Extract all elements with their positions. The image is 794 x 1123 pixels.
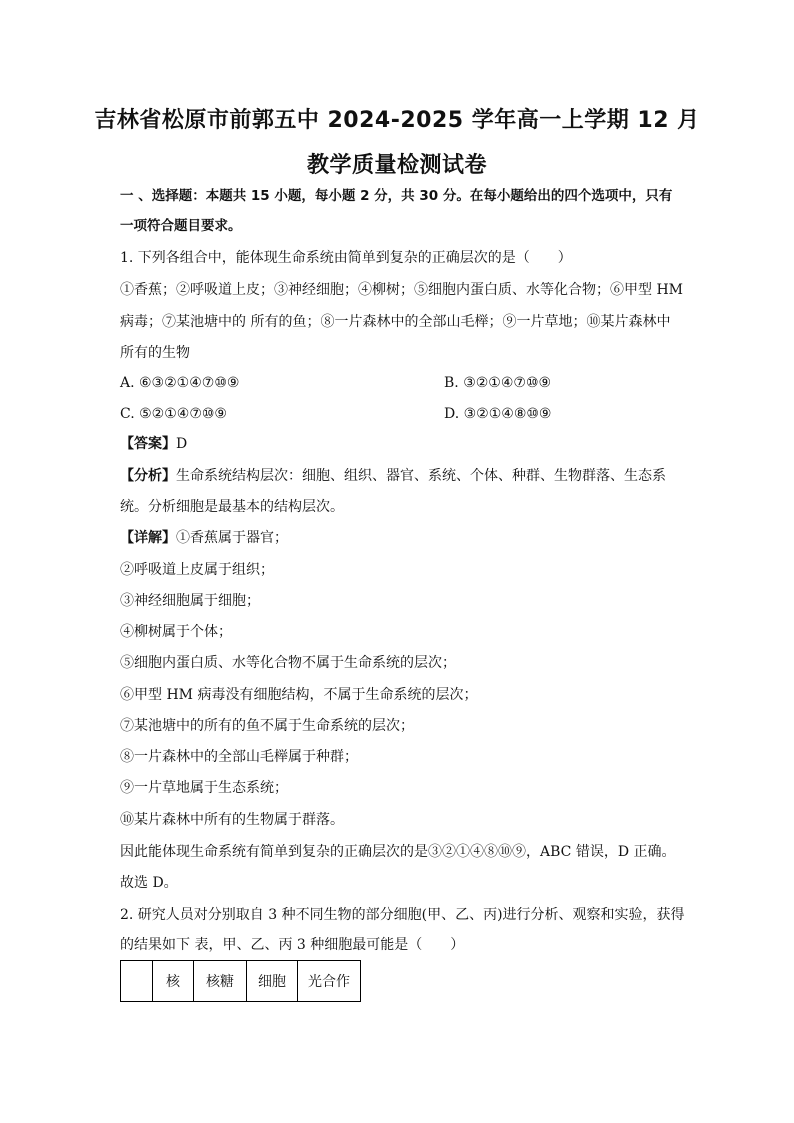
q1-stem: 1. 下列各组合中，能体现生命系统由简单到复杂的正确层次的是（ ） xyxy=(120,250,572,266)
detail-item: ③神经细胞属于细胞； xyxy=(120,593,260,609)
q2-stem-line-1: 2. 研究人员对分别取自 3 种不同生物的部分细胞(甲、乙、丙)进行分析、观察和实验，获得 xyxy=(120,907,685,923)
detail-item: ⑨一片草地属于生态系统； xyxy=(120,780,288,796)
detail-item: ④柳树属于个体； xyxy=(120,624,232,640)
q1-detail-first xyxy=(120,528,288,548)
detail-label: 【详解】 xyxy=(120,530,176,546)
q2-stem-line-2: 的结果如下 表，甲、乙、丙 3 种细胞最可能是（ ） xyxy=(120,937,465,953)
detail-item: ⑦某池塘中的所有的鱼不属于生命系统的层次； xyxy=(120,718,414,734)
detail-item: ⑧一片森林中的全部山毛榉属于种群； xyxy=(120,749,358,765)
detail-text: ①香蕉属于器官； xyxy=(176,530,288,546)
q1-items-line-2: 病毒；⑦某池塘中的 所有的鱼；⑧一片森林中的全部山毛榉；⑨一片草地；⑩某片森林中 xyxy=(120,314,671,330)
table-header-cell xyxy=(121,961,153,1002)
detail-conclusion: 因此能体现生命系统有简单到复杂的正确层次的是③②①④⑧⑩⑨，ABC 错误，D 正确。 xyxy=(120,844,676,860)
table-header-cell: 核 xyxy=(153,961,194,1002)
analysis-text: 生命系统结构层次：细胞、组织、器官、系统、个体、种群、生物群落、生态系 xyxy=(176,468,666,484)
section-heading-line-2: 一项符合题目要求。 xyxy=(120,218,242,234)
q1-items-line-1: ①香蕉；②呼吸道上皮；③神经细胞；④柳树；⑤细胞内蛋白质、水等化合物；⑥甲型 HM xyxy=(120,282,683,298)
section-heading-line-1: 一 、选择题：本题共 15 小题，每小题 2 分，共 30 分。在每小题给出的四个选项中，只有 xyxy=(120,188,673,204)
q1-items-line-3: 所有的生物 xyxy=(120,345,190,361)
q1-option-d: D. ③②①④⑧⑩⑨ xyxy=(444,406,552,422)
detail-item: ⑤细胞内蛋白质、水等化合物不属于生命系统的层次； xyxy=(120,655,456,671)
title-line-1: 吉林省松原市前郭五中 2024-2025 学年高一上学期 12 月 xyxy=(94,108,700,133)
title-line-2: 教学质量检测试卷 xyxy=(306,153,487,178)
detail-item: ⑥甲型 HM 病毒没有细胞结构，不属于生命系统的层次； xyxy=(120,687,478,703)
analysis-label: 【分析】 xyxy=(120,468,176,484)
q1-answer xyxy=(120,434,187,454)
q1-option-c: C. ⑤②①④⑦⑩⑨ xyxy=(120,406,227,422)
detail-choice: 故选 D。 xyxy=(120,875,178,891)
table-header-cell: 细胞 xyxy=(247,961,298,1002)
q2-table xyxy=(120,960,361,1002)
q1-analysis-line-2: 统。分析细胞是最基本的结构层次。 xyxy=(120,499,344,515)
detail-item: ②呼吸道上皮属于组织； xyxy=(120,562,274,578)
answer-value: D xyxy=(176,436,188,452)
table-header-cell: 光合作 xyxy=(298,961,361,1002)
q1-option-a: A. ⑥③②①④⑦⑩⑨ xyxy=(120,375,240,391)
table-header-row xyxy=(121,961,361,1002)
q1-option-b: B. ③②①④⑦⑩⑨ xyxy=(444,375,552,391)
detail-item: ⑩某片森林中所有的生物属于群落。 xyxy=(120,812,344,828)
answer-label: 【答案】 xyxy=(120,436,176,452)
table-header-cell: 核糖 xyxy=(194,961,247,1002)
q1-analysis-line-1 xyxy=(120,466,666,486)
